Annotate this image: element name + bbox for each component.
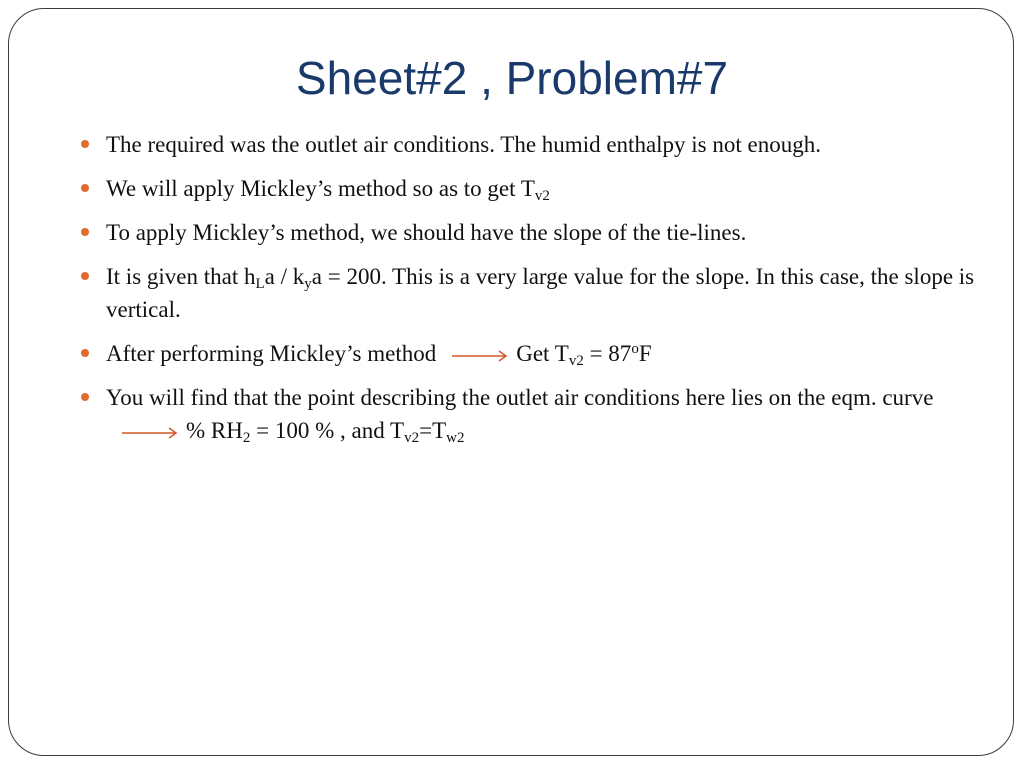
bullet-text: To apply Mickley’s method, we should have the slope of the tie-lines. (106, 220, 747, 245)
slide-title: Sheet#2 , Problem#7 (295, 52, 729, 104)
bullet-item (78, 128, 993, 161)
subscript: v2 (568, 353, 584, 369)
subscript: v2 (534, 188, 550, 204)
bullet-text: = 100 % , and T (250, 418, 405, 443)
bullet-dot-icon (81, 228, 89, 236)
bullet-text: You will find that the point describing the outlet air conditions here lies on the eqm. curve (106, 385, 934, 410)
bullet-list (78, 128, 993, 458)
bullet-item (78, 216, 993, 249)
bullet-dot-icon (81, 140, 89, 148)
bullet-item (78, 172, 993, 205)
subscript: 2 (242, 430, 251, 446)
subscript: v2 (404, 430, 420, 446)
bullet-text: a / k (264, 264, 305, 289)
superscript: o (631, 341, 639, 357)
bullet-text: a = 200. This is a very large value for the slope. In this case, the slope is vertical. (106, 264, 975, 322)
bullet-text: % RH (186, 418, 243, 443)
bullet-item (78, 337, 993, 370)
bullet-dot-icon (81, 349, 89, 357)
bullet-text: = 87 (583, 341, 632, 366)
bullet-text: After performing Mickley’s method (106, 341, 437, 366)
subscript: y (304, 276, 312, 292)
bullet-item (78, 260, 993, 326)
subscript: w2 (446, 430, 465, 446)
right-arrow-icon (452, 350, 508, 362)
bullet-dot-icon (81, 393, 89, 401)
bullet-text: =T (419, 418, 447, 443)
bullet-dot-icon (81, 184, 89, 192)
bullet-text: It is given that h (106, 264, 256, 289)
bullet-text: The required was the outlet air conditions. The humid enthalpy is not enough. (106, 132, 821, 157)
bullet-dot-icon (81, 272, 89, 280)
subscript: L (255, 276, 265, 292)
bullet-text: Get T (516, 341, 569, 366)
bullet-text: F (638, 341, 652, 366)
bullet-text: We will apply Mickley’s method so as to get T (106, 176, 535, 201)
right-arrow-icon (122, 427, 178, 439)
bullet-item (78, 381, 993, 447)
